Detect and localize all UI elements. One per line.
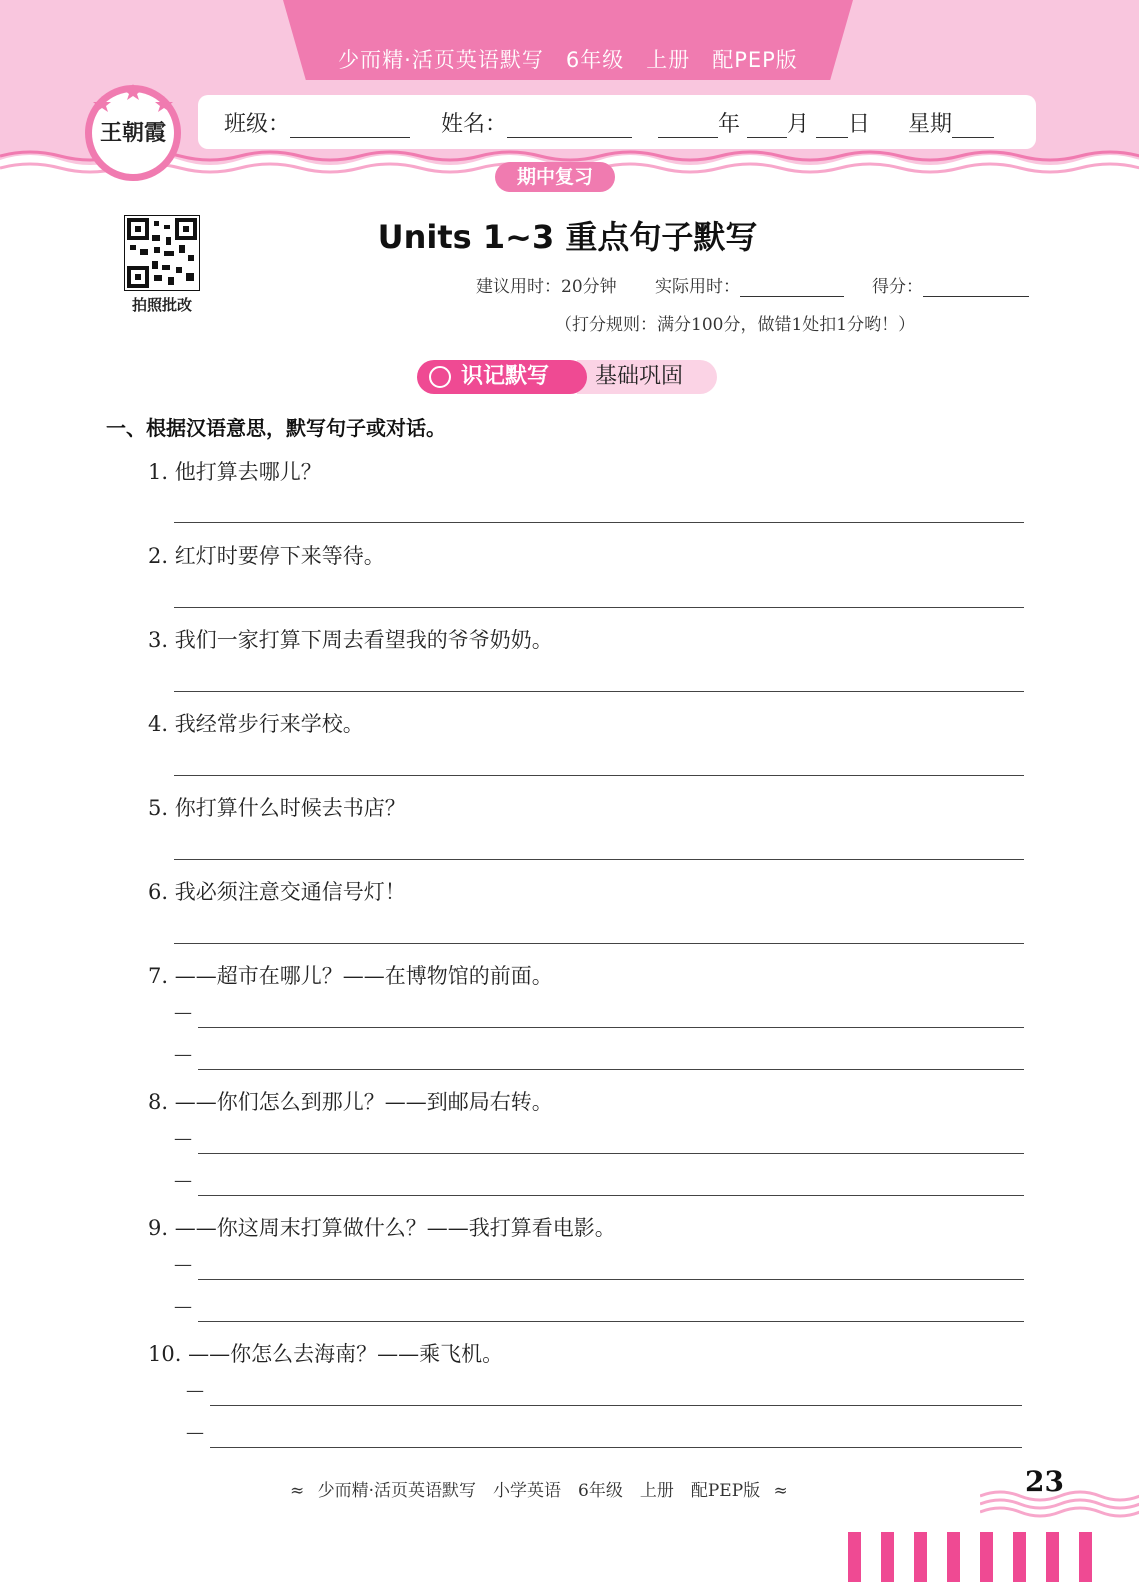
answer-line[interactable] xyxy=(210,1447,1022,1448)
month-blank[interactable] xyxy=(747,115,787,138)
section-title: 识记默写 xyxy=(417,360,587,394)
score-field[interactable]: 得分： xyxy=(872,272,1029,297)
class-field[interactable]: 班级： xyxy=(224,107,410,138)
section-header xyxy=(417,360,717,396)
answer-line[interactable] xyxy=(174,775,1024,776)
question-8: 8. ——你们怎么到那儿？——到邮局右转。 xyxy=(148,1090,553,1114)
footer-stripes xyxy=(848,1532,1139,1582)
brand-logo xyxy=(82,82,184,184)
answer-line[interactable] xyxy=(198,1195,1024,1196)
score-blank[interactable] xyxy=(923,278,1029,297)
section-subtitle: 基础巩固 xyxy=(577,360,717,394)
actual-time-field[interactable]: 实际用时： xyxy=(655,272,844,297)
answer-line[interactable] xyxy=(174,522,1024,523)
name-blank[interactable] xyxy=(507,115,632,138)
dialogue-dash: — xyxy=(174,1170,192,1191)
actual-time-blank[interactable] xyxy=(740,278,844,297)
dialogue-dash: — xyxy=(174,1128,192,1149)
qr-label: 拍照批改 xyxy=(131,296,192,314)
qr-code-icon[interactable] xyxy=(124,215,200,291)
class-blank[interactable] xyxy=(290,115,410,138)
question-2: 2. 红灯时要停下来等待。 xyxy=(148,544,385,568)
year-blank[interactable] xyxy=(658,115,718,138)
question-3: 3. 我们一家打算下周去看望我的爷爷奶奶。 xyxy=(148,628,553,652)
question-9: 9. ——你这周末打算做什么？——我打算看电影。 xyxy=(148,1216,616,1240)
answer-line[interactable] xyxy=(174,859,1024,860)
answer-line[interactable] xyxy=(198,1027,1024,1028)
dialogue-dash: — xyxy=(174,1254,192,1275)
weekday-blank[interactable] xyxy=(952,115,994,138)
page-number: 23 xyxy=(1025,1465,1064,1498)
dialogue-dash: — xyxy=(186,1422,204,1443)
midterm-review-tag: 期中复习 xyxy=(495,162,615,192)
footer-text: ≈ 少而精·活页英语默写 小学英语 6年级 上册 配PEP版 ≈ xyxy=(290,1481,788,1501)
dialogue-dash: — xyxy=(174,1044,192,1065)
date-field[interactable]: 年 月 日 xyxy=(658,107,870,138)
question-5: 5. 你打算什么时候去书店？ xyxy=(148,796,406,820)
question-7: 7. ——超市在哪儿？——在博物馆的前面。 xyxy=(148,964,553,988)
question-4: 4. 我经常步行来学校。 xyxy=(148,712,364,736)
dialogue-dash: — xyxy=(174,1002,192,1023)
banner-title: 少而精·活页英语默写 6年级 上册 配PEP版 xyxy=(338,48,798,72)
answer-line[interactable] xyxy=(210,1405,1022,1406)
question-1: 1. 他打算去哪儿？ xyxy=(148,460,322,484)
answer-line[interactable] xyxy=(198,1321,1024,1322)
question-6: 6. 我必须注意交通信号灯！ xyxy=(148,880,406,904)
instruction: 一、根据汉语意思，默写句子或对话。 xyxy=(106,416,446,440)
scoring-rule: （打分规则：满分100分，做错1处扣1分哟！） xyxy=(555,315,916,335)
answer-line[interactable] xyxy=(174,943,1024,944)
question-10: 10. ——你怎么去海南？——乘飞机。 xyxy=(148,1342,504,1366)
dialogue-dash: — xyxy=(186,1380,204,1401)
suggested-time: 建议用时：20分钟 xyxy=(476,277,617,297)
answer-line[interactable] xyxy=(198,1279,1024,1280)
answer-line[interactable] xyxy=(198,1069,1024,1070)
answer-line[interactable] xyxy=(174,691,1024,692)
student-info-box xyxy=(198,95,1036,149)
weekday-field[interactable]: 星期 xyxy=(908,107,994,138)
svg-text:王朝霞: 王朝霞 xyxy=(99,120,167,146)
day-blank[interactable] xyxy=(816,115,848,138)
name-field[interactable]: 姓名： xyxy=(441,107,632,138)
answer-line[interactable] xyxy=(198,1153,1024,1154)
page-title: Units 1~3 重点句子默写 xyxy=(377,218,758,256)
answer-line[interactable] xyxy=(174,607,1024,608)
medal-icon xyxy=(429,366,451,388)
dialogue-dash: — xyxy=(174,1296,192,1317)
